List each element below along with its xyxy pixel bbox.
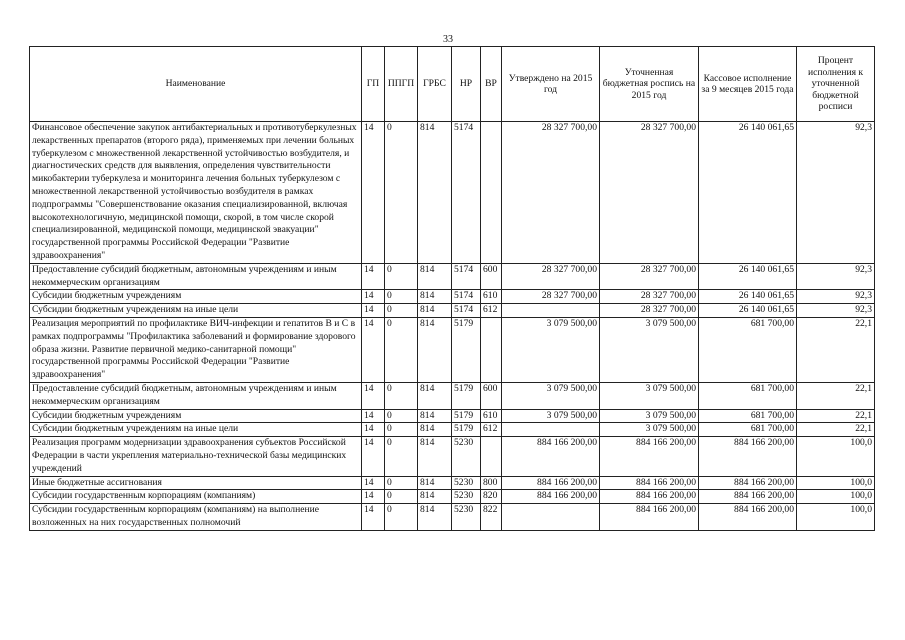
cell-name: Предоставление субсидий бюджетным, автономным учреждениям и иным некоммерческим организациям [30,382,362,409]
cell-cash: 884 166 200,00 [699,490,797,504]
cell-gp: 14 [362,290,385,304]
table-row [30,476,875,490]
cell-percent: 22,1 [797,409,875,423]
cell-grbs: 814 [418,476,452,490]
cell-ppgp: 0 [385,317,418,382]
cell-np: 5230 [452,490,481,504]
cell-cash: 884 166 200,00 [699,437,797,476]
header-approved: Утверждено на 2015 год [502,47,600,122]
cell-name: Реализация мероприятий по профилактике ВИЧ-инфекции и гепатитов В и С в рамках подпрограммы "Профилактика заболеваний и формирование здорового образа жизни. Развитие первичной медико-санитарной помощи" государственной программы Российской Федерации "Развитие здравоохранения" [30,317,362,382]
cell-refined: 884 166 200,00 [600,504,699,531]
cell-approved: 3 079 500,00 [502,317,600,382]
cell-percent: 92,3 [797,263,875,290]
cell-vr: 600 [481,263,502,290]
budget-table [29,46,875,531]
cell-np: 5179 [452,317,481,382]
cell-gp: 14 [362,263,385,290]
table-row [30,122,875,264]
cell-vr: 800 [481,476,502,490]
cell-gp: 14 [362,476,385,490]
cell-refined: 28 327 700,00 [600,304,699,318]
cell-approved [502,423,600,437]
cell-approved: 884 166 200,00 [502,490,600,504]
cell-name: Субсидии государственным корпорациям (компаниям) на выполнение возложенных на них государственных полномочий [30,504,362,531]
cell-cash: 681 700,00 [699,382,797,409]
cell-grbs: 814 [418,122,452,264]
table-row [30,290,875,304]
cell-ppgp: 0 [385,504,418,531]
header-name: Наименование [30,47,362,122]
cell-vr: 822 [481,504,502,531]
header-refined: Уточненная бюджетная роспись на 2015 год [600,47,699,122]
cell-cash: 26 140 061,65 [699,122,797,264]
header-np: НР [452,47,481,122]
page-number: 33 [443,34,453,45]
cell-cash: 681 700,00 [699,409,797,423]
cell-approved [502,304,600,318]
cell-approved [502,504,600,531]
cell-refined: 3 079 500,00 [600,317,699,382]
cell-grbs: 814 [418,304,452,318]
cell-np: 5174 [452,290,481,304]
cell-cash: 681 700,00 [699,423,797,437]
cell-name: Субсидии бюджетным учреждениям на иные цели [30,423,362,437]
header-ppgp: ППГП [385,47,418,122]
cell-approved: 28 327 700,00 [502,263,600,290]
cell-cash: 681 700,00 [699,317,797,382]
cell-gp: 14 [362,304,385,318]
cell-approved: 884 166 200,00 [502,437,600,476]
cell-refined: 28 327 700,00 [600,290,699,304]
cell-np: 5174 [452,304,481,318]
cell-percent: 100,0 [797,490,875,504]
cell-vr [481,122,502,264]
cell-name: Финансовое обеспечение закупок антибактериальных и противотуберкулезных лекарственных препаратов (второго ряда), применяемых при лечении больных туберкулезом с множественной лекарственной устойчивостью возбудителя, и диагностических средств для выявления, определения чувствительности микобактерии туберкулеза и мониторинга лечения больных туберкулезом с множественной лекарственной устойчивостью возбудителя в рамках подпрограммы "Совершенствование оказания специализированной, включая высокотехнологичную, медицинской помощи, скорой, в том числе скорой специализированной, медицинской помощи, медицинской эвакуации" государственной программы Российской Федерации "Развитие здравоохранения" [30,122,362,264]
cell-ppgp: 0 [385,382,418,409]
cell-gp: 14 [362,504,385,531]
header-grbs: ГРБС [418,47,452,122]
cell-gp: 14 [362,382,385,409]
cell-np: 5230 [452,476,481,490]
cell-name: Иные бюджетные ассигнования [30,476,362,490]
cell-name: Субсидии бюджетным учреждениям на иные цели [30,304,362,318]
cell-name: Субсидии бюджетным учреждениям [30,290,362,304]
table-body [30,122,875,531]
cell-cash: 26 140 061,65 [699,304,797,318]
cell-percent: 100,0 [797,504,875,531]
cell-refined: 3 079 500,00 [600,423,699,437]
cell-ppgp: 0 [385,423,418,437]
cell-ppgp: 0 [385,263,418,290]
cell-ppgp: 0 [385,304,418,318]
cell-ppgp: 0 [385,476,418,490]
cell-np: 5179 [452,382,481,409]
cell-refined: 28 327 700,00 [600,122,699,264]
cell-refined: 28 327 700,00 [600,263,699,290]
cell-grbs: 814 [418,409,452,423]
header-gp: ГП [362,47,385,122]
cell-gp: 14 [362,490,385,504]
cell-grbs: 814 [418,317,452,382]
cell-ppgp: 0 [385,122,418,264]
cell-approved: 884 166 200,00 [502,476,600,490]
cell-percent: 92,3 [797,290,875,304]
cell-percent: 22,1 [797,382,875,409]
cell-approved: 3 079 500,00 [502,409,600,423]
cell-name: Предоставление субсидий бюджетным, автономным учреждениям и иным некоммерческим организациям [30,263,362,290]
cell-grbs: 814 [418,490,452,504]
header-cash: Кассовое исполнение за 9 месяцев 2015 года [699,47,797,122]
cell-grbs: 814 [418,290,452,304]
header-vr: ВР [481,47,502,122]
cell-vr: 610 [481,290,502,304]
cell-np: 5230 [452,437,481,476]
table-row [30,423,875,437]
cell-approved: 28 327 700,00 [502,290,600,304]
cell-grbs: 814 [418,437,452,476]
table-row [30,409,875,423]
cell-percent: 92,3 [797,304,875,318]
cell-vr: 612 [481,423,502,437]
table-row [30,437,875,476]
cell-refined: 3 079 500,00 [600,382,699,409]
cell-approved: 28 327 700,00 [502,122,600,264]
cell-np: 5230 [452,504,481,531]
cell-refined: 3 079 500,00 [600,409,699,423]
cell-ppgp: 0 [385,290,418,304]
cell-cash: 884 166 200,00 [699,476,797,490]
header-percent: Процент исполнения к уточненной бюджетной росписи [797,47,875,122]
cell-refined: 884 166 200,00 [600,476,699,490]
cell-percent: 22,1 [797,317,875,382]
cell-np: 5179 [452,409,481,423]
cell-np: 5179 [452,423,481,437]
cell-ppgp: 0 [385,409,418,423]
cell-vr: 610 [481,409,502,423]
table-row [30,263,875,290]
cell-grbs: 814 [418,504,452,531]
cell-ppgp: 0 [385,490,418,504]
cell-refined: 884 166 200,00 [600,490,699,504]
cell-name: Реализация программ модернизации здравоохранения субъектов Российской Федерации в части укрепления материально-технической базы медицинских учреждений [30,437,362,476]
cell-gp: 14 [362,317,385,382]
cell-refined: 884 166 200,00 [600,437,699,476]
cell-cash: 26 140 061,65 [699,290,797,304]
table-row [30,382,875,409]
table-row [30,490,875,504]
cell-grbs: 814 [418,423,452,437]
cell-percent: 22,1 [797,423,875,437]
cell-gp: 14 [362,437,385,476]
cell-vr: 612 [481,304,502,318]
table-row [30,317,875,382]
table-row [30,304,875,318]
cell-approved: 3 079 500,00 [502,382,600,409]
cell-percent: 92,3 [797,122,875,264]
cell-gp: 14 [362,122,385,264]
cell-grbs: 814 [418,263,452,290]
cell-vr: 600 [481,382,502,409]
cell-grbs: 814 [418,382,452,409]
cell-vr [481,317,502,382]
cell-gp: 14 [362,423,385,437]
cell-percent: 100,0 [797,476,875,490]
table-row [30,504,875,531]
cell-np: 5174 [452,122,481,264]
cell-gp: 14 [362,409,385,423]
cell-percent: 100,0 [797,437,875,476]
cell-np: 5174 [452,263,481,290]
cell-cash: 884 166 200,00 [699,504,797,531]
cell-name: Субсидии государственным корпорациям (компаниям) [30,490,362,504]
cell-vr [481,437,502,476]
cell-vr: 820 [481,490,502,504]
table-header-row [30,47,875,122]
cell-ppgp: 0 [385,437,418,476]
cell-name: Субсидии бюджетным учреждениям [30,409,362,423]
cell-cash: 26 140 061,65 [699,263,797,290]
